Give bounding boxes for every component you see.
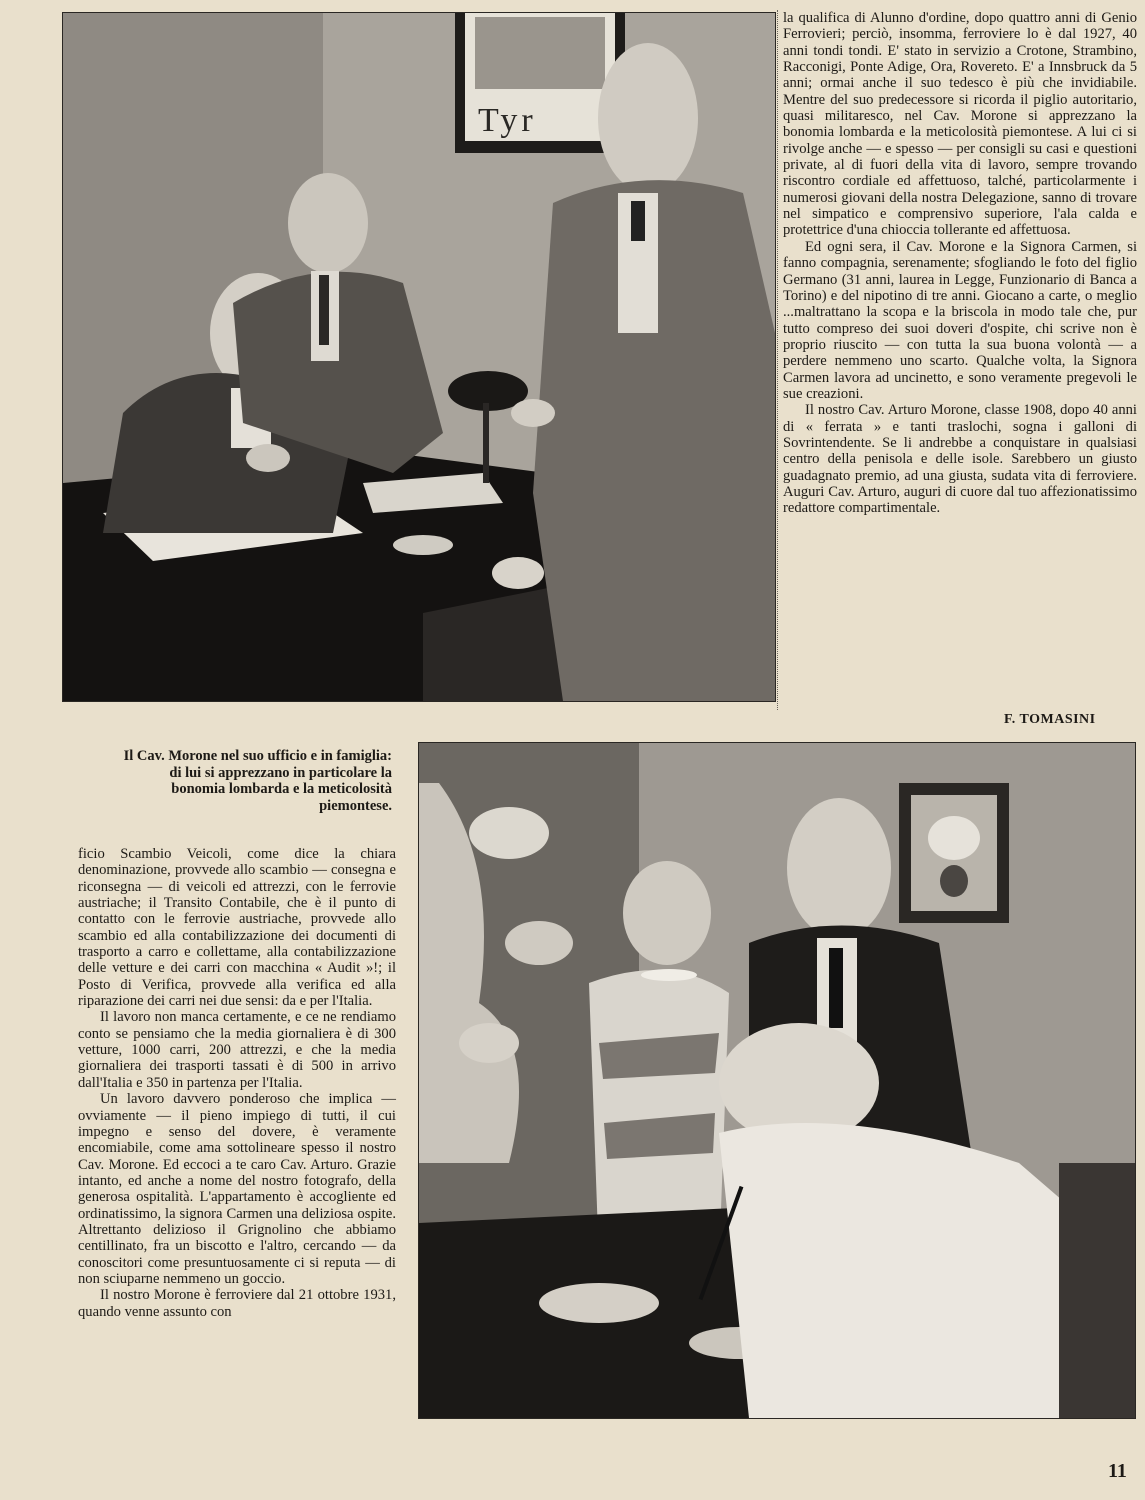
photo-caption: Il Cav. Morone nel suo ufficio e in famiglia: di lui si apprezzano in particolare la bonomia lombarda e la meticolosità piemontese. [123, 748, 392, 814]
left-text-column [78, 846, 396, 1320]
right-paragraph-3: Il nostro Cav. Arturo Morone, classe 1908, dopo 40 anni di « ferrata » e tanti traslochi, sogna i galloni di Sovrintendente. Se li andrebbe a conquistare in qualsiasi centro della penisola e delle isole. Sarebbero un giusto guadagnato premio, ad una giusta, sudata vita di ferroviere. Auguri Cav. Arturo, auguri di cuore dal tuo affezionatissimo redattore compartimentale. [783, 402, 1137, 517]
right-paragraph-2: Ed ogni sera, il Cav. Morone e la Signora Carmen, si fanno compagnia, serenamente; sfogliando le foto del figlio Germano (31 anni, laurea in Legge, Funzionario di Banca a Torino) e del nipotino di tre anni. Giocano a carte, o meglio ...maltrattano la scopa e la briscola in modo tale che, pur tutto compreso dei suoi doveri d'ospite, chi scrive non è proprio riuscito — con tutta la sua buona volontà — a perdere nemmeno uno scarto. Qualche volta, la Signora Carmen lavora ad uncinetto, e sono veramente pregevoli le sue creazioni. [783, 238, 1137, 402]
office-photo-illustration [63, 13, 775, 701]
page-number: 11 [1108, 1460, 1127, 1482]
left-paragraph-1: ficio Scambio Veicoli, come dice la chiara denominazione, provvede allo scambio — consegna e riconsegna — di veicoli ed attrezzi, con le ferrovie austriache; il Transito Contabile, che è il punto di contatto con le ferrovie austriache, provvede allo scambio ed alla contabilizzazione dei documenti di trasporto a carro e collettame, alla contabilizzazione delle vetture e dei carri con macchina « Audit »!; il Posto di Verifica, provvede alla verifica ed alla riparazione dei carri nei due sensi: da e per l'Italia. [78, 846, 396, 1010]
left-paragraph-3: Un lavoro davvero ponderoso che implica — ovviamente — il pieno impiego di tutti, il cui impegno e senso del dovere, è veramente encomiabile, come ama sottolineare spesso il nostro Cav. Morone. Ed eccoci a te caro Cav. Arturo. Grazie intanto, ed anche a nome del nostro fotografo, della generosa ospitalità. L'appartamento è accogliente ed ordinatissimo, la signora Carmen una deliziosa ospite. Altrettanto delizioso il Grignolino che abbiamo centillinato, fra un biscotto e l'altro, cercando — da conoscitori come presuntuosamente ci si reputa — di non sciuparne nemmeno un goccio. [78, 1091, 396, 1287]
family-photo-illustration [419, 743, 1135, 1418]
family-photo [418, 742, 1136, 1419]
left-paragraph-2: Il lavoro non manca certamente, e ce ne rendiamo conto se pensiamo che la media giornaliera è di 300 vetture, 1000 carri, 200 attrezzi, e che la media giornaliera dei trasporti tassati è di 500 in arrivo dall'Italia e 350 in partenza per l'Italia. [78, 1009, 396, 1091]
author-signature: F. TOMASINI [1004, 712, 1096, 727]
right-text-column [783, 10, 1137, 517]
office-photo [62, 12, 776, 702]
right-paragraph-1: la qualifica di Alunno d'ordine, dopo quattro anni di Genio Ferrovieri; perciò, insomma, ferroviere lo è dal 1927, 40 anni tondi tondi. E' stato in servizio a Crotone, Strambino, Racconigi, Ponte Adige, Ora, Rovereto. E' a Innsbruck da 5 anni; ormai anche il suo tedesco è più che invidiabile. Mentre del suo predecessore si ricorda il piglio autoritario, quasi militaresco, nel Cav. Morone si apprezzano la bonomia lombarda e la meticolosità piemontese. A lui ci si rivolge anche — e spesso — per consigli su casi e questioni private, al di fuori della vita di lavoro, sempre trovando riscontro cordiale ed affettuoso, talché, particolarmente i numerosi giovani della nostra Delegazione, sanno di trovare nel simpatico e comprensivo superiore, l'ala calda e protettrice d'una chioccia tollerante ed affettuosa. [783, 10, 1137, 239]
poster-text: Tyr [478, 102, 537, 139]
column-divider [777, 10, 778, 710]
left-paragraph-4: Il nostro Morone è ferroviere dal 21 ottobre 1931, quando venne assunto con [78, 1287, 396, 1320]
